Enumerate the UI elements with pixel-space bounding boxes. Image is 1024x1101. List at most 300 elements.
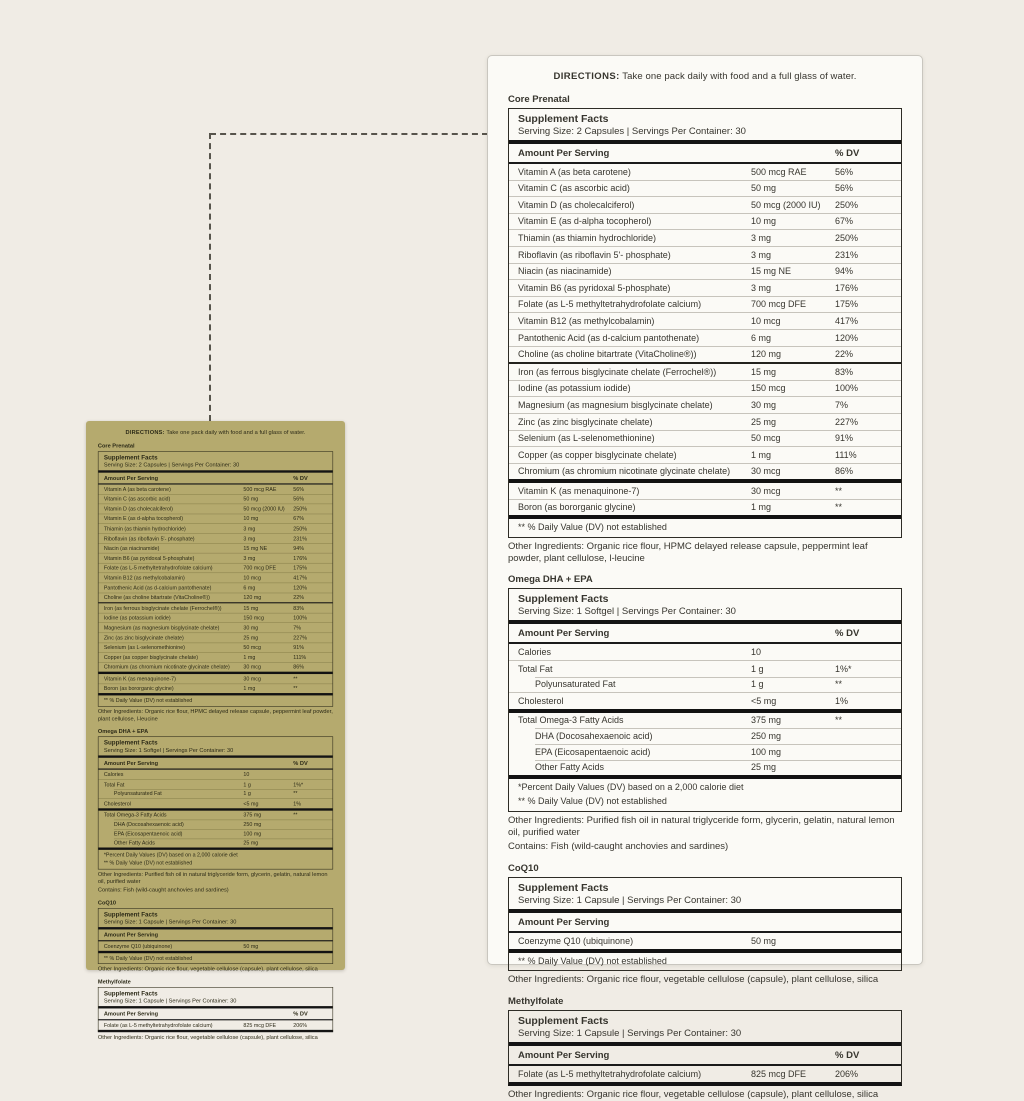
nutrient-dv — [293, 771, 332, 777]
other-ingredients: Contains: Fish (wild-caught anchovies and sardines) — [508, 841, 729, 853]
section-title: Methylfolate — [97, 978, 131, 986]
dv-column-header: % DV — [835, 628, 860, 640]
nutrient-row — [98, 583, 332, 593]
dv-column-header: % DV — [293, 1010, 308, 1018]
nutrient-dv: 250% — [293, 505, 307, 512]
nutrient-amount: 700 mcg DFE — [243, 564, 277, 571]
nutrient-name: Calories — [518, 647, 552, 658]
nutrient-row — [98, 632, 332, 642]
nutrient-amount: 25 mg — [751, 416, 777, 427]
nutrient-name: Folate (as L-5 methyltetrahydrofolate calcium) — [103, 1021, 213, 1028]
amount-column-spacer — [751, 1050, 835, 1061]
nutrient-name: Vitamin A (as beta carotene) — [518, 166, 631, 177]
other-ingredients: Contains: Fish (wild-caught anchovies and sardines) — [97, 886, 229, 894]
supplement-facts-table — [98, 987, 333, 1032]
nutrient-row — [98, 623, 332, 633]
serving-size: Serving Size: 1 Capsule | Servings Per Container: 30 — [103, 918, 237, 926]
nutrient-dv: 56% — [835, 166, 854, 177]
nutrient-amount: 3 mg — [243, 535, 256, 542]
amount-per-serving-header — [509, 624, 901, 644]
nutrient-row — [98, 779, 332, 789]
serving-size: Serving Size: 1 Capsule | Servings Per Container: 30 — [518, 895, 742, 907]
nutrient-amount: 15 mg — [243, 604, 259, 611]
nutrient-dv: 111% — [293, 654, 307, 661]
serving-size: Serving Size: 1 Capsule | Servings Per Container: 30 — [518, 1028, 742, 1040]
nutrient-dv: ** — [293, 812, 298, 819]
directions-text — [98, 429, 333, 436]
nutrient-dv: 175% — [293, 564, 307, 571]
amount-per-serving-header — [509, 1046, 901, 1066]
nutrient-amount: 150 mcg — [243, 614, 264, 621]
facts-header — [98, 452, 332, 473]
footnote: ** % Daily Value (DV) not established — [103, 860, 193, 867]
nutrient-dv: ** — [835, 502, 843, 513]
nutrient-dv: 91% — [293, 644, 305, 651]
nutrient-dv: 83% — [835, 366, 854, 377]
nutrient-dv: 100% — [293, 614, 307, 621]
nutrient-row — [509, 660, 901, 677]
supplement-facts-table — [98, 451, 333, 706]
nutrient-row — [509, 692, 901, 709]
footnote: ** % Daily Value (DV) not established — [98, 693, 332, 706]
nutrient-row — [98, 592, 332, 602]
facts-title: Supplement Facts — [103, 739, 158, 747]
nutrient-name: Thiamin (as thiamin hydrochloride) — [518, 232, 657, 243]
nutrient-amount: 50 mcg — [751, 433, 781, 444]
nutrient-amount: 3 mg — [751, 249, 772, 260]
nutrient-amount: 10 mcg — [243, 574, 261, 581]
nutrient-dv: 175% — [835, 299, 859, 310]
nutrient-amount: 1 g — [751, 663, 764, 674]
dv-column-header: % DV — [835, 148, 860, 159]
footnote: ** % Daily Value (DV) not established — [509, 515, 901, 536]
serving-size: Serving Size: 1 Softgel | Servings Per Container: 30 — [518, 606, 736, 618]
nutrient-row — [509, 180, 901, 197]
nutrient-dv: 56% — [293, 486, 305, 493]
nutrient-name: Magnesium (as magnesium bisglycinate chelate) — [518, 399, 713, 410]
nutrient-name: Pantothenic Acid (as d-calcium pantothenate) — [103, 584, 212, 591]
footnote: *Percent Daily Values (DV) based on a 2,000 calorie diet — [509, 775, 901, 796]
nutrient-amount: <5 mg — [751, 695, 777, 706]
label-zoom-panel — [487, 55, 923, 1100]
amount-per-serving-header — [98, 758, 332, 770]
nutrient-dv: 22% — [293, 594, 305, 601]
nutrient-dv: 83% — [293, 604, 305, 611]
other-ingredients: Other Ingredients: Purified fish oil in natural triglyceride form, glycerin, gelatin, natural lemon oil, purified water — [508, 814, 895, 838]
nutrient-row — [509, 413, 901, 430]
nutrient-amount: 120 mg — [751, 349, 782, 360]
nutrient-name: Vitamin K (as menaquinone-7) — [103, 675, 176, 682]
nutrient-name: Vitamin B6 (as pyridoxal 5-phosphate) — [518, 282, 671, 293]
nutrient-amount: 50 mg — [751, 183, 777, 194]
nutrient-amount: 1 g — [243, 781, 251, 788]
nutrient-row — [509, 164, 901, 180]
nutrient-amount: 50 mcg — [243, 644, 261, 651]
nutrient-dv: 231% — [835, 249, 859, 260]
nutrient-amount: 1 mg — [243, 654, 256, 661]
nutrient-dv: 22% — [835, 349, 854, 360]
nutrient-dv: 94% — [293, 545, 305, 552]
nutrient-amount: 25 mg — [243, 839, 259, 846]
amount-column-spacer — [243, 760, 293, 767]
nutrient-dv: 94% — [835, 266, 854, 277]
section-title: Methylfolate — [508, 996, 564, 1008]
nutrient-name: Boron (as bororganic glycine) — [518, 502, 636, 513]
facts-header — [98, 988, 332, 1009]
amount-column-spacer — [751, 917, 835, 928]
nutrient-name: Chromium (as chromium nicotinate glycinate chelate) — [518, 466, 731, 477]
nutrient-name: Total Omega-3 Fatty Acids — [518, 715, 624, 726]
nutrient-row — [509, 229, 901, 246]
nutrient-dv: 100% — [835, 383, 859, 394]
nutrient-dv: 1%* — [293, 781, 304, 788]
nutrient-row — [98, 662, 332, 672]
nutrient-dv: 111% — [835, 449, 857, 460]
amount-per-serving-label: Amount Per Serving — [103, 760, 159, 767]
supplement-facts-table — [508, 108, 902, 538]
nutrient-name: Iodine (as potassium iodide) — [103, 614, 171, 621]
nutrient-name: Choline (as choline bitartrate (VitaCholine®)) — [103, 594, 210, 601]
facts-header — [509, 878, 901, 913]
nutrient-row — [98, 808, 332, 820]
nutrient-dv: 120% — [293, 584, 307, 591]
dv-column-header — [835, 917, 901, 928]
nutrient-name: EPA (Eicosapentaenoic acid) — [535, 746, 651, 757]
nutrient-dv — [293, 821, 332, 827]
zoom-connector-horizontal-line — [210, 133, 488, 135]
nutrient-dv: 1%* — [835, 663, 852, 674]
nutrient-row — [98, 789, 332, 798]
nutrient-name: Copper (as copper bisglycinate chelate) — [103, 654, 199, 661]
nutrient-dv: 67% — [293, 515, 305, 522]
amount-column-spacer — [243, 1011, 293, 1018]
nutrient-row — [98, 514, 332, 524]
nutrient-row — [509, 728, 901, 744]
nutrient-amount: 250 mg — [751, 731, 782, 742]
nutrient-name: Iron (as ferrous bisglycinate chelate (Ferrochel®)) — [518, 366, 717, 377]
nutrient-amount: 30 mg — [243, 624, 259, 631]
nutrient-amount: 100 mg — [243, 830, 262, 837]
nutrient-name: Folate (as L-5 methyltetrahydrofolate calcium) — [103, 564, 213, 571]
footnote: ** % Daily Value (DV) not established — [518, 796, 667, 807]
nutrient-amount: 10 — [751, 647, 762, 658]
nutrient-row — [98, 613, 332, 623]
nutrient-amount: 3 mg — [751, 232, 772, 243]
nutrient-amount: 120 mg — [243, 594, 262, 601]
nutrient-row — [98, 485, 332, 494]
supplement-facts-table — [98, 908, 333, 964]
nutrient-name: DHA (Docosahexaenoic acid) — [113, 821, 184, 828]
nutrient-amount: 825 mcg DFE — [751, 1068, 807, 1079]
nutrient-dv: ** — [293, 790, 298, 797]
nutrient-amount: 30 mg — [751, 399, 777, 410]
section-title: Core Prenatal — [97, 442, 135, 450]
nutrient-amount: 15 mg NE — [243, 545, 268, 552]
nutrient-dv: 417% — [835, 315, 859, 326]
nutrient-row — [509, 329, 901, 346]
dv-column-header — [293, 932, 332, 939]
nutrient-name: Niacin (as niacinamide) — [518, 266, 612, 277]
nutrient-row — [509, 446, 901, 463]
nutrient-row — [98, 770, 332, 779]
nutrient-row — [509, 463, 901, 480]
nutrient-name: Riboflavin (as riboflavin 5'- phosphate) — [518, 249, 671, 260]
facts-header — [98, 737, 332, 758]
nutrient-dv: ** — [293, 685, 298, 692]
nutrient-row — [509, 263, 901, 280]
facts-header — [509, 1011, 901, 1046]
nutrient-row — [509, 279, 901, 296]
nutrient-name: Niacin (as niacinamide) — [103, 545, 160, 552]
nutrient-row — [509, 499, 901, 516]
directions-body: Take one pack daily with food and a full glass of water. — [622, 71, 857, 82]
facts-title: Supplement Facts — [103, 990, 158, 998]
other-ingredients: Other Ingredients: Organic rice flour, vegetable cellulose (capsule), plant cellulose, silica — [508, 1088, 879, 1100]
amount-per-serving-label: Amount Per Serving — [518, 1050, 610, 1062]
nutrient-amount: 30 mcg — [243, 675, 261, 682]
other-ingredients: Other Ingredients: Organic rice flour, vegetable cellulose (capsule), plant cellulose, silica — [508, 974, 879, 986]
nutrient-name: Vitamin E (as d-alpha tocopherol) — [518, 216, 652, 227]
facts-header — [509, 589, 901, 624]
nutrient-name: Other Fatty Acids — [535, 762, 605, 773]
nutrient-name: Vitamin B6 (as pyridoxal 5-phosphate) — [103, 555, 195, 562]
nutrient-amount: 30 mcg — [751, 466, 781, 477]
section-title: Core Prenatal — [508, 94, 570, 105]
nutrient-row — [98, 798, 332, 808]
nutrient-row — [98, 683, 332, 693]
nutrient-amount: 10 mcg — [751, 315, 781, 326]
nutrient-name: Vitamin A (as beta carotene) — [103, 486, 171, 493]
zoom-connector-vertical-line — [209, 133, 211, 421]
nutrient-dv: 417% — [293, 574, 307, 581]
facts-title: Supplement Facts — [518, 882, 609, 895]
nutrient-row — [98, 563, 332, 573]
nutrient-dv: 250% — [835, 199, 859, 210]
amount-per-serving-header — [98, 473, 332, 485]
nutrient-amount: 25 mg — [751, 762, 777, 773]
nutrient-name: Polyunsaturated Fat — [535, 679, 616, 690]
serving-size: Serving Size: 1 Capsule | Servings Per Container: 30 — [103, 997, 237, 1005]
nutrient-row — [98, 1020, 332, 1029]
nutrient-name: Folate (as L-5 methyltetrahydrofolate calcium) — [518, 299, 702, 310]
nutrient-dv: 91% — [835, 433, 854, 444]
nutrient-amount: 500 mcg RAE — [751, 166, 807, 177]
nutrient-row — [98, 553, 332, 563]
nutrient-dv: 86% — [835, 466, 854, 477]
nutrient-name: Vitamin D (as cholecalciferol) — [103, 505, 173, 512]
nutrient-name: Cholesterol — [103, 800, 131, 807]
nutrient-row — [98, 838, 332, 847]
facts-title: Supplement Facts — [518, 113, 609, 125]
nutrient-amount: 1 mg — [751, 502, 772, 513]
nutrient-name: Chromium (as chromium nicotinate glycinate chelate) — [103, 664, 230, 671]
amount-per-serving-label: Amount Per Serving — [518, 628, 610, 640]
nutrient-amount: <5 mg — [243, 800, 259, 807]
nutrient-row — [98, 533, 332, 543]
dv-column-header: % DV — [293, 760, 308, 767]
nutrient-dv: 56% — [835, 183, 854, 194]
nutrient-dv: 176% — [293, 555, 307, 562]
amount-per-serving-label: Amount Per Serving — [103, 932, 159, 939]
nutrient-row — [98, 672, 332, 684]
nutrient-name: Coenzyme Q10 (ubiquinone) — [518, 935, 634, 946]
nutrient-dv: 7% — [835, 399, 849, 410]
amount-column-spacer — [243, 475, 293, 482]
nutrient-dv — [835, 747, 901, 758]
nutrient-name: Pantothenic Acid (as d-calcium pantothenate) — [518, 332, 700, 343]
nutrient-amount: 100 mg — [751, 746, 782, 757]
nutrient-dv: ** — [293, 675, 298, 682]
facts-header — [509, 109, 901, 144]
nutrient-name: Vitamin B12 (as methylcobalamin) — [518, 315, 655, 326]
nutrient-dv: 206% — [835, 1068, 859, 1079]
nutrient-row — [98, 652, 332, 662]
nutrient-dv — [835, 731, 901, 742]
nutrient-amount: 3 mg — [751, 282, 772, 293]
directions-label: DIRECTIONS: — [553, 71, 620, 82]
nutrient-amount: 700 mcg DFE — [751, 299, 807, 310]
nutrient-amount: 50 mcg (2000 IU) — [243, 505, 285, 512]
serving-size: Serving Size: 2 Capsules | Servings Per Container: 30 — [103, 461, 240, 469]
nutrient-amount: 375 mg — [243, 812, 262, 819]
nutrient-row — [98, 523, 332, 533]
nutrient-row — [509, 677, 901, 693]
nutrient-amount: 250 mg — [243, 821, 262, 828]
nutrient-amount: 50 mcg (2000 IU) — [751, 199, 821, 210]
supplement-facts-table — [98, 737, 333, 870]
nutrient-name: Calories — [103, 771, 124, 778]
nutrient-dv: 227% — [293, 634, 307, 641]
nutrient-name: Vitamin C (as ascorbic acid) — [103, 495, 171, 502]
nutrient-name: Vitamin E (as d-alpha tocopherol) — [103, 515, 184, 522]
nutrient-name: Copper (as copper bisglycinate chelate) — [518, 449, 677, 460]
facts-header — [98, 909, 332, 930]
nutrient-name: Other Fatty Acids — [113, 839, 155, 846]
nutrient-dv: 250% — [835, 232, 859, 243]
nutrient-name: Vitamin D (as cholecalciferol) — [518, 199, 635, 210]
nutrient-name: Total Fat — [518, 663, 553, 674]
nutrient-amount: 50 mg — [243, 943, 259, 950]
nutrient-dv — [293, 840, 332, 846]
nutrient-name: Choline (as choline bitartrate (VitaCholine®)) — [518, 349, 697, 360]
nutrient-name: Vitamin K (as menaquinone-7) — [518, 485, 640, 496]
nutrient-amount: 375 mg — [751, 715, 782, 726]
directions-text — [508, 71, 902, 82]
nutrient-dv — [835, 936, 901, 947]
facts-title: Supplement Facts — [518, 593, 609, 606]
nutrient-name: Cholesterol — [518, 695, 564, 706]
nutrient-amount: 1 mg — [243, 685, 256, 692]
amount-per-serving-header — [98, 1009, 332, 1021]
nutrient-dv — [293, 831, 332, 837]
amount-per-serving-label: Amount Per Serving — [518, 917, 610, 929]
nutrient-row — [509, 346, 901, 363]
nutrient-name: Magnesium (as magnesium bisglycinate chelate) — [103, 624, 220, 631]
nutrient-row — [509, 709, 901, 729]
facts-title: Supplement Facts — [103, 454, 158, 462]
section-title: Omega DHA + EPA — [97, 728, 149, 735]
nutrient-dv: 86% — [293, 664, 305, 671]
nutrient-row — [509, 246, 901, 263]
nutrient-amount: 150 mcg — [751, 383, 786, 394]
nutrient-amount: 6 mg — [751, 332, 772, 343]
supplement-facts-table — [508, 588, 902, 811]
directions-body: Take one pack daily with food and a full glass of water. — [166, 429, 306, 436]
nutrient-row — [98, 602, 332, 612]
nutrient-amount: 825 mcg DFE — [243, 1021, 277, 1028]
footnote: ** % Daily Value (DV) not established — [98, 951, 332, 964]
nutrient-dv: 1% — [293, 800, 302, 807]
nutrient-name: Iodine (as potassium iodide) — [518, 383, 631, 394]
nutrient-name: Folate (as L-5 methyltetrahydrofolate calcium) — [518, 1068, 702, 1079]
facts-title: Supplement Facts — [518, 1015, 609, 1028]
nutrient-name: Zinc (as zinc bisglycinate chelate) — [103, 634, 184, 641]
amount-per-serving-label: Amount Per Serving — [518, 148, 610, 159]
nutrient-dv: 206% — [293, 1021, 307, 1028]
nutrient-dv: 120% — [835, 332, 859, 343]
nutrient-name: Vitamin C (as ascorbic acid) — [518, 183, 630, 194]
other-ingredients: Other Ingredients: Purified fish oil in natural triglyceride form, glycerin, gelatin, natural lemon oil, purified water — [97, 871, 328, 885]
nutrient-row — [98, 642, 332, 652]
amount-per-serving-header — [98, 930, 332, 942]
amount-per-serving-header — [509, 913, 901, 933]
nutrient-dv: 231% — [293, 535, 307, 542]
nutrient-dv — [293, 943, 332, 949]
nutrient-name: Polyunsaturated Fat — [113, 790, 162, 797]
amount-column-spacer — [243, 932, 293, 939]
nutrient-amount: 50 mg — [243, 495, 259, 502]
nutrient-amount: 6 mg — [243, 584, 256, 591]
nutrient-dv: 250% — [293, 525, 307, 532]
nutrient-dv: ** — [835, 679, 843, 690]
nutrient-dv: 7% — [293, 624, 302, 631]
dv-column-header: % DV — [293, 475, 308, 482]
nutrient-row — [509, 430, 901, 447]
nutrient-amount: 1 g — [751, 679, 764, 690]
amount-per-serving-header — [509, 144, 901, 164]
nutrient-name: Iron (as ferrous bisglycinate chelate (Ferrochel®)) — [103, 604, 222, 611]
nutrient-name: Selenium (as L-selenomethionine) — [518, 433, 655, 444]
nutrient-amount: 10 — [243, 771, 250, 778]
nutrient-name: Coenzyme Q10 (ubiquinone) — [103, 943, 173, 950]
nutrient-row — [509, 362, 901, 380]
nutrient-name: Boron (as bororganic glycine) — [103, 685, 174, 692]
other-ingredients: Other Ingredients: Organic rice flour, vegetable cellulose (capsule), plant cellulose, silica — [97, 965, 318, 973]
supplement-facts-table — [508, 1010, 902, 1086]
amount-column-spacer — [751, 628, 835, 639]
nutrient-row — [509, 396, 901, 413]
nutrient-dv: 67% — [835, 216, 854, 227]
nutrient-row — [509, 380, 901, 397]
nutrient-row — [509, 196, 901, 213]
nutrient-dv: ** — [835, 715, 843, 726]
nutrient-dv: 1% — [835, 695, 849, 706]
serving-size: Serving Size: 1 Softgel | Servings Per Container: 30 — [103, 747, 234, 754]
nutrient-amount: 30 mcg — [751, 485, 781, 496]
nutrient-dv: 227% — [835, 416, 859, 427]
nutrient-amount: 500 mcg RAE — [243, 486, 277, 493]
section-title: CoQ10 — [508, 863, 539, 875]
nutrient-row — [509, 213, 901, 230]
nutrient-name: Selenium (as L-selenomethionine) — [103, 644, 185, 651]
nutrient-row — [509, 479, 901, 499]
nutrient-row — [509, 1066, 901, 1082]
supplement-facts-table — [508, 877, 902, 971]
nutrient-name: Thiamin (as thiamin hydrochloride) — [103, 525, 186, 532]
nutrient-amount: 10 mg — [243, 515, 259, 522]
nutrient-row — [98, 573, 332, 583]
nutrient-row — [509, 644, 901, 660]
